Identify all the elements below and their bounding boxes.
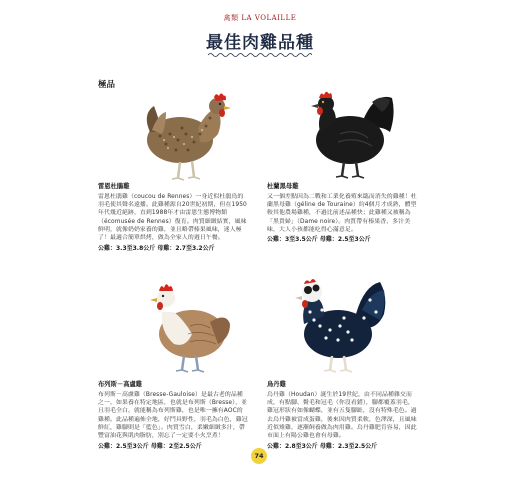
breed-entry-coucou-de-rennes bbox=[98, 183, 248, 253]
page-title: 最佳肉雞品種 bbox=[206, 33, 314, 53]
breed-name: 烏丹雞 bbox=[267, 381, 286, 388]
breed-description: 烏丹雞（Houdan）誕生於19世紀，由不同品種雜交而成，有點腳、鬢毛和冠毛（你沒看錯），腳都覆蓋羽毛，雞冠形狀有如像蝴蝶，並有五隻腳趾，沒有特殊毛色。過去烏丹雞被當成蛋雞，後來因肉質柔軟，色澤深，且風味近似雉雞，逐漸飼養做為肉用雞。烏丹雞肥肯容易，因此市面上有陽公雞也會有母雞。 bbox=[267, 391, 417, 440]
breed-entry-bresse-gauloise bbox=[98, 381, 248, 451]
speckled-brown-hen-illustration bbox=[140, 82, 238, 184]
title-wavy-rule bbox=[208, 52, 312, 58]
black-hen-illustration bbox=[302, 78, 400, 182]
crested-rooster-illustration bbox=[286, 270, 394, 376]
running-head: 禽類 LA VOLAILLE bbox=[223, 14, 297, 22]
breed-name: 布列斯－高盧雞 bbox=[98, 381, 143, 388]
breed-weight: 公雞：2.5至3公斤 母雞：2至2.5公斤 bbox=[98, 442, 202, 450]
breed-description: 布列斯－高盧雞（Bresse-Gauloise）是最古老的品種之一，如果養在特定地區，也就是布列斯（Bresse），並且羽毛全白，就能稱為布列斯雞，也是唯一擁有AOC的雞種。此品種遍佈全地，好鬥具野性，羽毛為白色，雞冠鮮紅，雞腳則是「藍色」。肉質雪白，柔嫩細緻多汁，帶豐富油花與肌肉脂肪，別忘了一定要小火烹煮！ bbox=[98, 391, 248, 440]
breed-weight: 公雞：2.8至3公斤 母雞：2.3至2.5公斤 bbox=[267, 442, 378, 450]
section-label: 極品 bbox=[98, 80, 116, 90]
breed-entry-geline-de-touraine bbox=[267, 183, 417, 244]
breed-name: 雷恩杜鵑雞 bbox=[98, 183, 130, 190]
breed-description: 雷恩杜鵑雞（coucou de Rennes）一身近似杜鵑鳥的羽毛使其聲名遠播。此雞種源自20世紀初期，但在1950年代幾近絕跡，直到1988年才由雷恩生態博物館（écomusée de Rennes）復育。肉質細緻結實，風味鮮明，就像奶奶家養的雞，並且略帶榛果風味，迷人極了！最適合簡單烘烤，做為全家人的週日午餐。 bbox=[98, 193, 247, 242]
breed-description: 又一個差點因為二戰和工業化養殖來臨而消失的雞種！杜蘭黑母雞（géline de Touraine）約4個月才成熟，體型較其他農場雞種，不過比前述品種快；此雞種又被稱為「黑貴婦」（Dame noire）。肉質帶有榛果香，多汁美味，大人小孩都能吃得心滿意足。 bbox=[267, 193, 417, 233]
breed-weight: 公雞：3至3.5公斤 母雞：2.5至3公斤 bbox=[267, 236, 371, 244]
breed-name: 杜蘭黑母雞 bbox=[267, 183, 299, 190]
white-brown-hen-illustration bbox=[140, 272, 238, 376]
breed-weight: 公雞：3.3至3.8公斤 母雞：2.7至3.2公斤 bbox=[98, 244, 215, 252]
page-number: 74 bbox=[251, 448, 267, 464]
breed-entry-houdan bbox=[267, 381, 417, 451]
